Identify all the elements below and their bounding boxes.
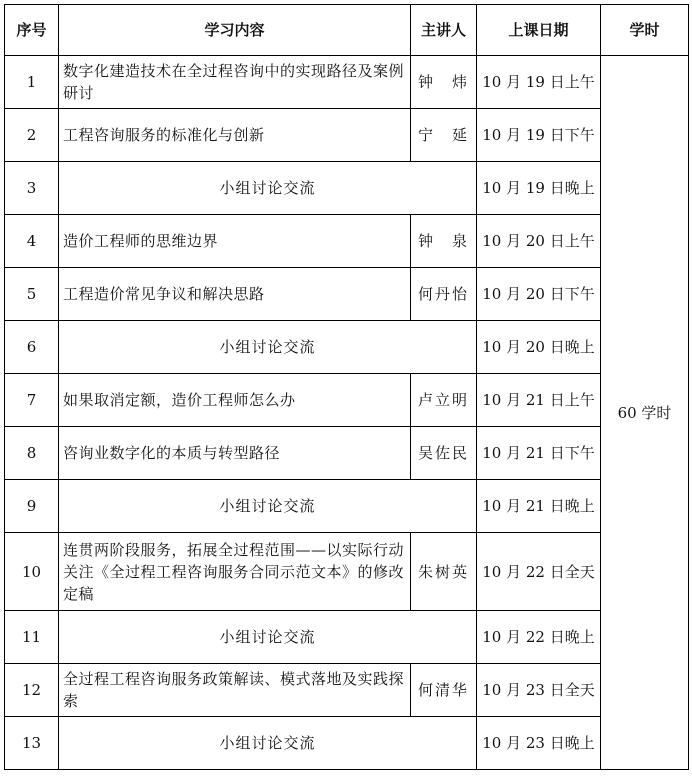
- row-date: 10 月 21 日上午: [477, 374, 601, 427]
- table-row: [5, 109, 689, 162]
- row-date: 10 月 22 日晚上: [477, 611, 601, 664]
- row-no: 13: [5, 717, 59, 770]
- row-speaker: 吴佐民: [411, 427, 477, 480]
- course-schedule-table: [4, 4, 689, 770]
- row-content: 数字化建造技术在全过程咨询中的实现路径及案例研讨: [59, 56, 411, 109]
- row-speaker: 钟 泉: [411, 215, 477, 268]
- row-no: 8: [5, 427, 59, 480]
- row-date: 10 月 20 日晚上: [477, 321, 601, 374]
- row-date: 10 月 20 日下午: [477, 268, 601, 321]
- row-date: 10 月 19 日晚上: [477, 162, 601, 215]
- row-content: 如果取消定额，造价工程师怎么办: [59, 374, 411, 427]
- row-content: 工程咨询服务的标准化与创新: [59, 109, 411, 162]
- row-no: 10: [5, 533, 59, 611]
- table-row: [5, 321, 689, 374]
- row-no: 9: [5, 480, 59, 533]
- row-speaker: 钟 炜: [411, 56, 477, 109]
- row-date: 10 月 23 日全天: [477, 664, 601, 717]
- table-row: [5, 533, 689, 611]
- header-content: 学习内容: [59, 5, 411, 56]
- row-date: 10 月 22 日全天: [477, 533, 601, 611]
- table-row: [5, 56, 689, 109]
- header-speaker: 主讲人: [411, 5, 477, 56]
- row-no: 2: [5, 109, 59, 162]
- table-row: [5, 611, 689, 664]
- table-row: [5, 480, 689, 533]
- table-row: [5, 664, 689, 717]
- row-no: 1: [5, 56, 59, 109]
- row-no: 7: [5, 374, 59, 427]
- header-date: 上课日期: [477, 5, 601, 56]
- row-date: 10 月 21 日下午: [477, 427, 601, 480]
- row-discussion: 小组讨论交流: [59, 321, 477, 374]
- row-content: 造价工程师的思维边界: [59, 215, 411, 268]
- row-discussion: 小组讨论交流: [59, 162, 477, 215]
- row-date: 10 月 19 日上午: [477, 56, 601, 109]
- row-discussion: 小组讨论交流: [59, 611, 477, 664]
- header-row: [5, 5, 689, 56]
- row-speaker: 宁 延: [411, 109, 477, 162]
- row-content: 工程造价常见争议和解决思路: [59, 268, 411, 321]
- row-content: 全过程工程咨询服务政策解读、模式落地及实践探索: [59, 664, 411, 717]
- row-content: 咨询业数字化的本质与转型路径: [59, 427, 411, 480]
- row-no: 6: [5, 321, 59, 374]
- header-hours: 学时: [601, 5, 689, 56]
- row-no: 5: [5, 268, 59, 321]
- row-content: 连贯两阶段服务，拓展全过程范围——以实际行动关注《全过程工程咨询服务合同示范文本》的修改定稿: [59, 533, 411, 611]
- row-no: 4: [5, 215, 59, 268]
- table-row: [5, 215, 689, 268]
- row-date: 10 月 20 日上午: [477, 215, 601, 268]
- row-no: 11: [5, 611, 59, 664]
- table-row: [5, 427, 689, 480]
- total-hours-cell: 60 学时: [601, 56, 689, 770]
- row-speaker: 何清华: [411, 664, 477, 717]
- row-speaker: 卢立明: [411, 374, 477, 427]
- row-date: 10 月 23 日晚上: [477, 717, 601, 770]
- row-no: 3: [5, 162, 59, 215]
- header-no: 序号: [5, 5, 59, 56]
- row-no: 12: [5, 664, 59, 717]
- row-discussion: 小组讨论交流: [59, 717, 477, 770]
- table-row: [5, 162, 689, 215]
- row-date: 10 月 19 日下午: [477, 109, 601, 162]
- table-row: [5, 374, 689, 427]
- row-speaker: 何丹怡: [411, 268, 477, 321]
- row-discussion: 小组讨论交流: [59, 480, 477, 533]
- row-date: 10 月 21 日晚上: [477, 480, 601, 533]
- table-row: [5, 268, 689, 321]
- row-speaker: 朱树英: [411, 533, 477, 611]
- table-row: [5, 717, 689, 770]
